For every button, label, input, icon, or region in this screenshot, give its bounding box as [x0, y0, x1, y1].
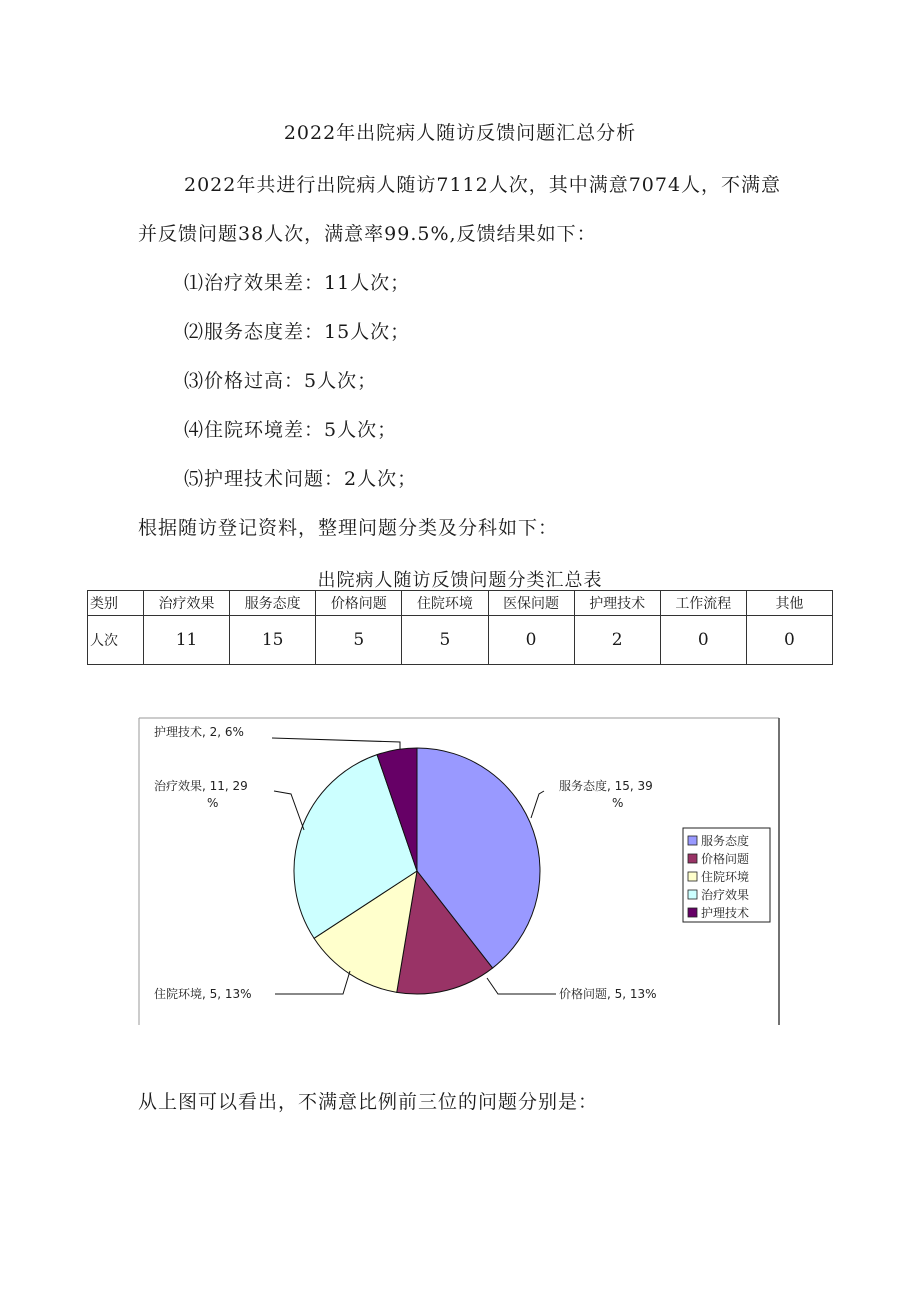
legend-swatch: [688, 836, 697, 845]
table-header-cell: 其他: [746, 591, 832, 616]
table-caption: 出院病人随访反馈问题分类汇总表: [317, 570, 603, 591]
table-header-cell: 住院环境: [402, 591, 488, 616]
table-header-cell: 工作流程: [660, 591, 746, 616]
leader-line-1: [531, 791, 544, 818]
table-header-cell: 治疗效果: [144, 591, 230, 616]
table-header-cell: 医保问题: [488, 591, 574, 616]
table-cell: 11: [144, 616, 230, 665]
table-header-cell: 类别: [88, 591, 144, 616]
table-header-cell: 价格问题: [316, 591, 402, 616]
legend-label: 住院环境: [701, 870, 750, 884]
legend-label: 服务态度: [701, 834, 750, 848]
table-header-cell: 服务态度: [230, 591, 316, 616]
leader-line-4: [274, 791, 304, 830]
table-row: [88, 616, 833, 665]
table-header-row: [88, 591, 833, 616]
document-title: 2022年出院病人随访反馈问题汇总分析: [283, 122, 637, 144]
table-cell: 15: [230, 616, 316, 665]
legend-label: 价格问题: [701, 852, 750, 866]
slice-label: 服务态度, 15, 39: [559, 779, 653, 793]
feedback-item-2: ⑵服务态度差：15人次；: [184, 321, 411, 343]
lead-text: 根据随访登记资料，整理问题分类及分科如下：: [138, 517, 559, 539]
legend-swatch: [688, 854, 697, 863]
table-cell: 0: [746, 616, 832, 665]
feedback-item-4: ⑷住院环境差：5人次；: [184, 419, 398, 441]
slice-label-tail: %: [207, 796, 219, 810]
slice-label: 护理技术, 2, 6%: [154, 725, 244, 739]
leader-line-2: [487, 978, 556, 994]
feedback-item-1: ⑴治疗效果差：11人次；: [184, 272, 411, 294]
table-cell: 2: [574, 616, 660, 665]
leader-line-3: [275, 971, 350, 994]
feedback-item-5: ⑸护理技术问题：2人次；: [184, 468, 418, 490]
pie-chart-svg: [138, 716, 780, 1026]
slice-label-tail: %: [612, 796, 624, 810]
slice-label: 价格问题, 5, 13%: [559, 987, 657, 1001]
feedback-item-3: ⑶价格过高：5人次；: [184, 370, 378, 392]
intro-line-1: 2022年共进行出院病人随访7112人次，其中满意7074人，不满意: [184, 174, 782, 196]
legend-label: 护理技术: [701, 906, 750, 920]
summary-table: [87, 590, 833, 665]
pie-chart: [138, 716, 780, 1026]
legend-swatch: [688, 908, 697, 917]
legend-swatch: [688, 890, 697, 899]
legend-swatch: [688, 872, 697, 881]
leader-line-5: [272, 738, 400, 749]
conclusion-text: 从上图可以看出，不满意比例前三位的问题分别是：: [138, 1091, 599, 1113]
slice-label: 住院环境, 5, 13%: [154, 987, 252, 1001]
table-header-cell: 护理技术: [574, 591, 660, 616]
table-cell: 5: [402, 616, 488, 665]
table-cell: 5: [316, 616, 402, 665]
table-cell: 0: [488, 616, 574, 665]
table-row-label: 人次: [88, 616, 144, 665]
legend-label: 治疗效果: [701, 888, 750, 902]
table-cell: 0: [660, 616, 746, 665]
intro-line-2: 并反馈问题38人次，满意率99.5%,反馈结果如下：: [138, 223, 597, 245]
slice-label: 治疗效果, 11, 29: [154, 779, 248, 793]
